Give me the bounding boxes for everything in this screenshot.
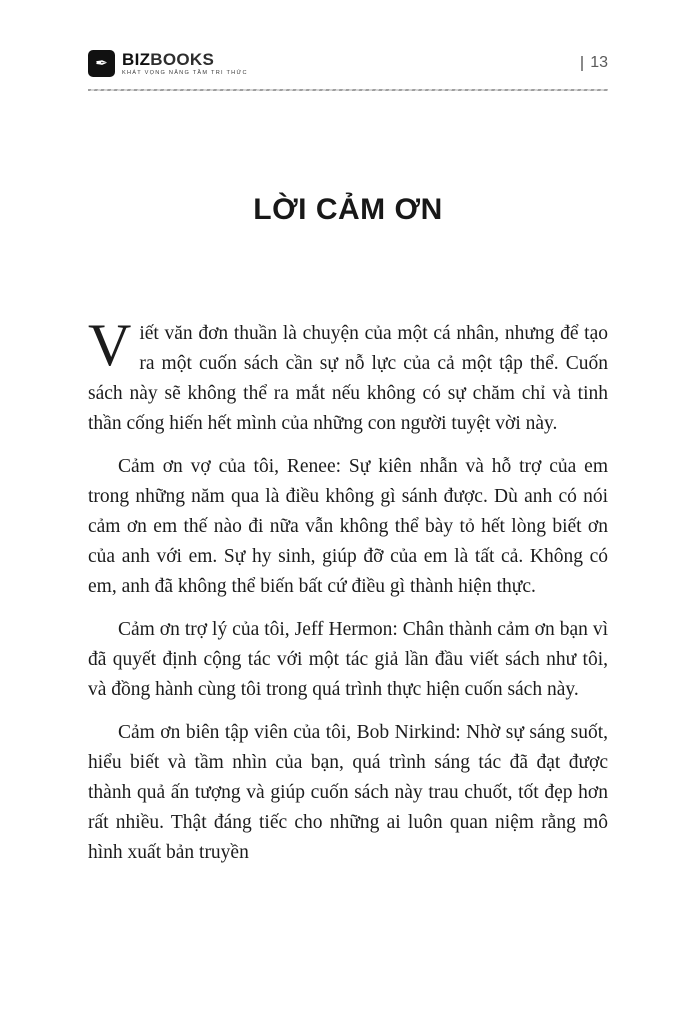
- dropcap: V: [88, 312, 132, 378]
- page-number-value: 13: [590, 54, 608, 71]
- page-number: [581, 54, 608, 72]
- publisher-brand-text: [122, 51, 248, 76]
- header-divider: [88, 89, 608, 91]
- paragraph: Cảm ơn trợ lý của tôi, Jeff Hermon: Chân thành cảm ơn bạn vì đã quyết định cộng tác với một tác giả lần đầu viết sách như tôi, và đồng hành cùng tôi trong quá trình thực hiện cuốn sách này.: [88, 619, 608, 700]
- paragraph: Cảm ơn biên tập viên của tôi, Bob Nirkind: Nhờ sự sáng suốt, hiểu biết và tầm nhìn của bạn, quá trình sáng tác đã đạt được thành quả ấn tượng và giúp cuốn sách này trau chuốt, tốt đẹp hơn rất nhiều. Thật đáng tiếc cho những ai luôn quan niệm rằng mô hình xuất bản truyền: [88, 722, 608, 863]
- publisher-logo-icon: ✒: [88, 50, 115, 77]
- brand-name-secondary: BOOKS: [150, 49, 215, 69]
- page-header: [88, 46, 608, 80]
- paragraph: Cảm ơn vợ của tôi, Renee: Sự kiên nhẫn và hỗ trợ của em trong những năm qua là điều không gì sánh được. Dù anh có nói cảm ơn em thế nào đi nữa vẫn không thể bày tỏ hết lòng biết ơn của anh với em. Sự hy sinh, giúp đỡ của em là tất cả. Không có em, anh đã không thể biến bất cứ điều gì thành hiện thực.: [88, 456, 608, 597]
- chapter-title: LỜI CẢM ƠN: [253, 193, 443, 226]
- publisher-tagline: KHÁT VỌNG NÂNG TẦM TRI THỨC: [122, 69, 248, 76]
- paragraph-opening: [88, 312, 608, 439]
- publisher-logo: [88, 50, 248, 77]
- chapter-body: [88, 312, 608, 868]
- brand-name: [122, 51, 248, 68]
- paragraph-opening-text: iết văn đơn thuần là chuyện của một cá nhân, nhưng để tạo ra một cuốn sách cần sự nỗ lực của cả một tập thể. Cuốn sách này sẽ không thể ra mắt nếu không có sự chăm chỉ và tinh thần cống hiến hết mình của những con người tuyệt vời này.: [88, 323, 608, 434]
- brand-name-primary: BIZ: [122, 49, 151, 69]
- page-number-bar: [581, 56, 583, 71]
